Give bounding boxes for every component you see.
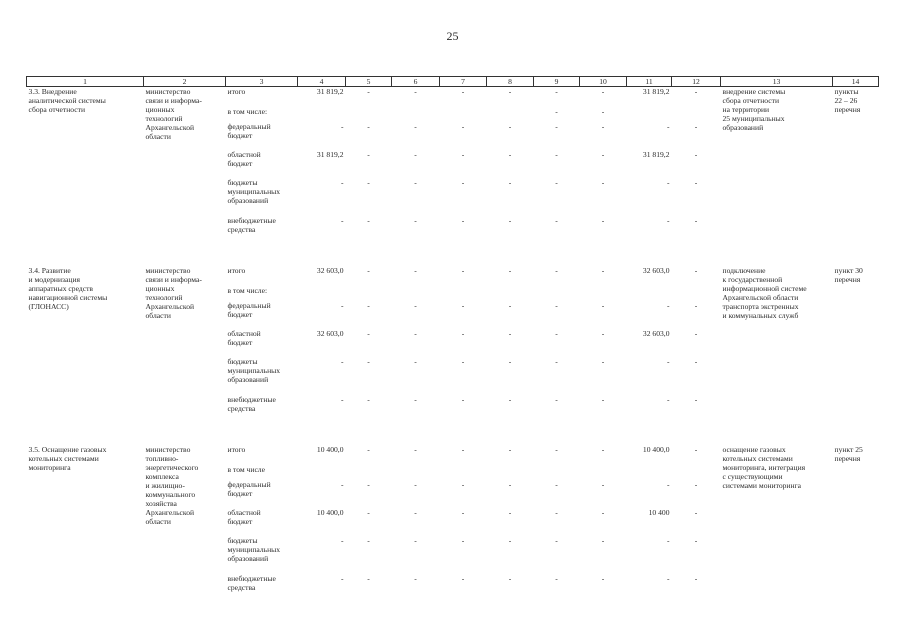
amount-cell: - [414, 265, 417, 275]
amount-cell: - [461, 394, 465, 404]
amount-cell [627, 286, 672, 301]
amount-cell: - [508, 300, 512, 310]
amount-cell [298, 107, 346, 122]
funding-source: областной бюджет [227, 149, 261, 168]
executor: министерство связи и информа- ционных технологий Архангельской области [145, 265, 202, 320]
amount-cell: - [508, 121, 512, 131]
amount-cell: - [694, 121, 698, 131]
amount-cell: 32 603,0 [642, 328, 670, 338]
amount-cell: - [340, 356, 344, 366]
funding-source: федеральный бюджет [227, 300, 271, 319]
column-number: 10 [580, 77, 627, 87]
amount-cell: - [555, 356, 558, 366]
executor: министерство связи и информа- ционных технологий Архангельской области [145, 87, 202, 141]
amount-cell: - [367, 328, 370, 338]
amount-cell: - [694, 394, 698, 404]
amount-cell: - [555, 394, 558, 404]
amount-cell: 32 603,0 [316, 328, 344, 338]
amount-cell: - [461, 87, 465, 96]
amount-cell [440, 107, 487, 122]
amount-cell: - [367, 149, 370, 159]
amount-cell: - [601, 121, 605, 131]
funding-source: итого [227, 265, 246, 275]
amount-cell: - [461, 479, 465, 489]
amount-cell: - [508, 444, 512, 454]
amount-cell: - [461, 149, 465, 159]
amount-cell: - [601, 106, 605, 116]
funding-source: итого [227, 87, 246, 96]
amount-cell: - [414, 444, 417, 454]
column-number: 14 [833, 77, 879, 87]
column-number: 4 [298, 77, 346, 87]
amount-cell: - [461, 215, 465, 225]
amount-cell: - [508, 87, 512, 96]
amount-cell: - [340, 394, 344, 404]
amount-cell: - [461, 177, 465, 187]
measure-name: 3.5. Оснащение газовых котельных системами мониторинга [28, 444, 107, 472]
amount-cell: - [367, 507, 370, 517]
spacer-cell [27, 254, 879, 266]
funding-source: внебюджетные средства [227, 215, 276, 234]
amount-cell: - [367, 394, 370, 404]
amount-cell: - [601, 507, 605, 517]
amount-cell: - [694, 215, 698, 225]
amount-cell [672, 465, 721, 480]
column-number: 7 [440, 77, 487, 87]
amount-cell: - [555, 215, 558, 225]
amount-cell: - [694, 507, 698, 517]
amount-cell: - [367, 87, 370, 96]
amount-cell [392, 107, 440, 122]
amount-cell: - [340, 573, 344, 583]
amount-cell: - [601, 573, 605, 583]
amount-cell: - [340, 215, 344, 225]
funding-source: в том числе: [227, 285, 268, 295]
amount-cell: - [601, 444, 605, 454]
amount-cell: - [508, 507, 512, 517]
measure-name: 3.4. Развитие и модернизация аппаратных средств навигационной системы (ГЛОНАСС) [28, 265, 108, 311]
amount-cell: - [461, 300, 465, 310]
amount-cell [440, 465, 487, 480]
amount-cell: - [694, 265, 698, 275]
amount-cell: - [414, 215, 417, 225]
amount-cell: - [694, 328, 698, 338]
spacer-cell [27, 433, 879, 445]
amount-cell: - [508, 328, 512, 338]
row-spacer [27, 254, 879, 266]
amount-cell: - [508, 573, 512, 583]
funding-source: внебюджетные средства [227, 394, 276, 413]
funding-source: в том числе [227, 464, 265, 474]
list-reference: пункт 30 перечня [834, 265, 863, 284]
amount-cell [580, 465, 627, 480]
funding-source: областной бюджет [227, 328, 261, 347]
amount-cell: - [414, 356, 417, 366]
amount-cell: 31 819,2 [642, 149, 670, 159]
amount-cell: - [555, 121, 558, 131]
amount-cell: - [666, 121, 670, 131]
amount-cell: - [694, 573, 698, 583]
amount-cell: - [555, 149, 558, 159]
column-number: 3 [226, 77, 298, 87]
amount-cell: - [601, 265, 605, 275]
amount-cell: - [461, 573, 465, 583]
row-spacer [27, 433, 879, 445]
amount-cell: - [555, 444, 558, 454]
funding-source: внебюджетные средства [227, 573, 276, 592]
amount-cell: - [340, 177, 344, 187]
amount-cell: - [694, 535, 698, 545]
amount-cell: - [367, 121, 370, 131]
amount-cell: - [340, 535, 344, 545]
amount-cell: - [694, 87, 698, 96]
amount-cell: - [508, 394, 512, 404]
amount-cell: - [694, 444, 698, 454]
program-table [26, 76, 879, 612]
funding-source: в том числе: [227, 106, 268, 116]
amount-cell: - [367, 479, 370, 489]
column-number: 5 [346, 77, 392, 87]
amount-cell [534, 286, 580, 301]
amount-cell: - [340, 300, 344, 310]
expected-result: оснащение газовых котельных системами мониторинга, интеграция с существующими системами мониторинга [722, 444, 806, 490]
table-row [27, 87, 879, 107]
amount-cell: - [601, 87, 605, 96]
amount-cell: - [414, 300, 417, 310]
amount-cell: 31 819,2 [316, 149, 344, 159]
amount-cell: - [414, 535, 417, 545]
amount-cell: - [508, 215, 512, 225]
amount-cell: 10 400 [648, 507, 670, 517]
amount-cell: - [414, 507, 417, 517]
amount-cell: - [508, 265, 512, 275]
amount-cell: - [601, 479, 605, 489]
amount-cell: - [414, 87, 417, 96]
amount-cell: - [461, 507, 465, 517]
amount-cell: - [666, 573, 670, 583]
amount-cell: - [414, 177, 417, 187]
list-reference: пункт 25 перечня [834, 444, 863, 463]
column-number: 9 [534, 77, 580, 87]
executor: министерство топливно- энергетического комплекса и жилищно- коммунального хозяйства Архангельской области [145, 444, 199, 526]
amount-cell: - [508, 479, 512, 489]
amount-cell: - [414, 121, 417, 131]
amount-cell: - [666, 215, 670, 225]
funding-source: бюджеты муниципальных образований [227, 177, 281, 205]
amount-cell: - [461, 121, 465, 131]
amount-cell: - [340, 121, 344, 131]
column-number-row [27, 77, 879, 87]
amount-cell: - [694, 177, 698, 187]
amount-cell [627, 465, 672, 480]
column-number: 13 [721, 77, 833, 87]
amount-cell [392, 286, 440, 301]
column-number: 2 [144, 77, 226, 87]
amount-cell: - [367, 535, 370, 545]
amount-cell: - [367, 215, 370, 225]
amount-cell: - [694, 300, 698, 310]
amount-cell: - [555, 265, 558, 275]
amount-cell: 31 819,2 [316, 87, 344, 96]
column-number: 8 [487, 77, 534, 87]
amount-cell [440, 286, 487, 301]
amount-cell: - [666, 394, 670, 404]
amount-cell: - [555, 479, 558, 489]
funding-source: бюджеты муниципальных образований [227, 535, 281, 563]
amount-cell: - [666, 300, 670, 310]
amount-cell: - [555, 300, 558, 310]
amount-cell: - [694, 149, 698, 159]
amount-cell: - [414, 394, 417, 404]
amount-cell [298, 286, 346, 301]
amount-cell: - [414, 573, 417, 583]
amount-cell: - [601, 356, 605, 366]
amount-cell: - [601, 300, 605, 310]
amount-cell [627, 107, 672, 122]
amount-cell: - [340, 479, 344, 489]
amount-cell: - [555, 507, 558, 517]
amount-cell [298, 465, 346, 480]
funding-source: бюджеты муниципальных образований [227, 356, 281, 384]
amount-cell: - [367, 444, 370, 454]
amount-cell: 10 400,0 [316, 507, 344, 517]
amount-cell: 10 400,0 [316, 444, 344, 454]
amount-cell: 32 603,0 [642, 265, 670, 275]
amount-cell: - [555, 573, 558, 583]
amount-cell: - [666, 177, 670, 187]
amount-cell: - [555, 535, 558, 545]
list-reference: пункты 22 – 26 перечня [834, 87, 861, 114]
amount-cell: - [461, 444, 465, 454]
amount-cell: - [461, 265, 465, 275]
amount-cell [487, 465, 534, 480]
funding-source: федеральный бюджет [227, 121, 271, 140]
amount-cell: - [666, 535, 670, 545]
column-number: 11 [627, 77, 672, 87]
amount-cell: - [367, 573, 370, 583]
amount-cell: - [461, 356, 465, 366]
expected-result: внедрение системы сбора отчетности на территории 25 муниципальных образований [722, 87, 786, 132]
amount-cell: - [367, 177, 370, 187]
amount-cell [346, 286, 392, 301]
amount-cell [346, 107, 392, 122]
amount-cell: - [508, 177, 512, 187]
funding-source: итого [227, 444, 246, 454]
amount-cell [392, 465, 440, 480]
amount-cell: - [601, 535, 605, 545]
column-number: 6 [392, 77, 440, 87]
column-number: 1 [27, 77, 144, 87]
amount-cell: - [555, 177, 558, 187]
amount-cell: - [367, 265, 370, 275]
amount-cell: 31 819,2 [642, 87, 670, 96]
amount-cell: - [508, 149, 512, 159]
amount-cell: - [555, 106, 558, 116]
amount-cell: - [414, 149, 417, 159]
amount-cell: - [601, 328, 605, 338]
amount-cell [672, 107, 721, 122]
amount-cell [672, 286, 721, 301]
amount-cell: - [414, 328, 417, 338]
amount-cell: - [666, 356, 670, 366]
table-row [27, 266, 879, 286]
amount-cell: - [367, 356, 370, 366]
page-number: 25 [446, 29, 459, 43]
amount-cell: - [601, 149, 605, 159]
amount-cell [487, 286, 534, 301]
amount-cell: - [508, 356, 512, 366]
measure-name: 3.3. Внедрение аналитической системы сбора отчетности [28, 87, 106, 114]
amount-cell: - [414, 479, 417, 489]
amount-cell: 32 603,0 [316, 265, 344, 275]
amount-cell: - [508, 535, 512, 545]
funding-source: областной бюджет [227, 507, 261, 526]
amount-cell: - [601, 177, 605, 187]
amount-cell [580, 286, 627, 301]
column-number: 12 [672, 77, 721, 87]
amount-cell: - [555, 87, 558, 96]
amount-cell [487, 107, 534, 122]
table-row [27, 445, 879, 465]
amount-cell: - [694, 479, 698, 489]
amount-cell: - [461, 535, 465, 545]
amount-cell: - [666, 479, 670, 489]
amount-cell: 10 400,0 [642, 444, 670, 454]
amount-cell: - [461, 328, 465, 338]
amount-cell [534, 465, 580, 480]
amount-cell: - [601, 215, 605, 225]
amount-cell [346, 465, 392, 480]
amount-cell: - [367, 300, 370, 310]
amount-cell: - [601, 394, 605, 404]
amount-cell: - [694, 356, 698, 366]
amount-cell: - [555, 328, 558, 338]
funding-source: федеральный бюджет [227, 479, 271, 498]
expected-result: подключение к государственной информационной системе Архангельской области транспорта экстренных и коммунальных служб [722, 265, 807, 320]
